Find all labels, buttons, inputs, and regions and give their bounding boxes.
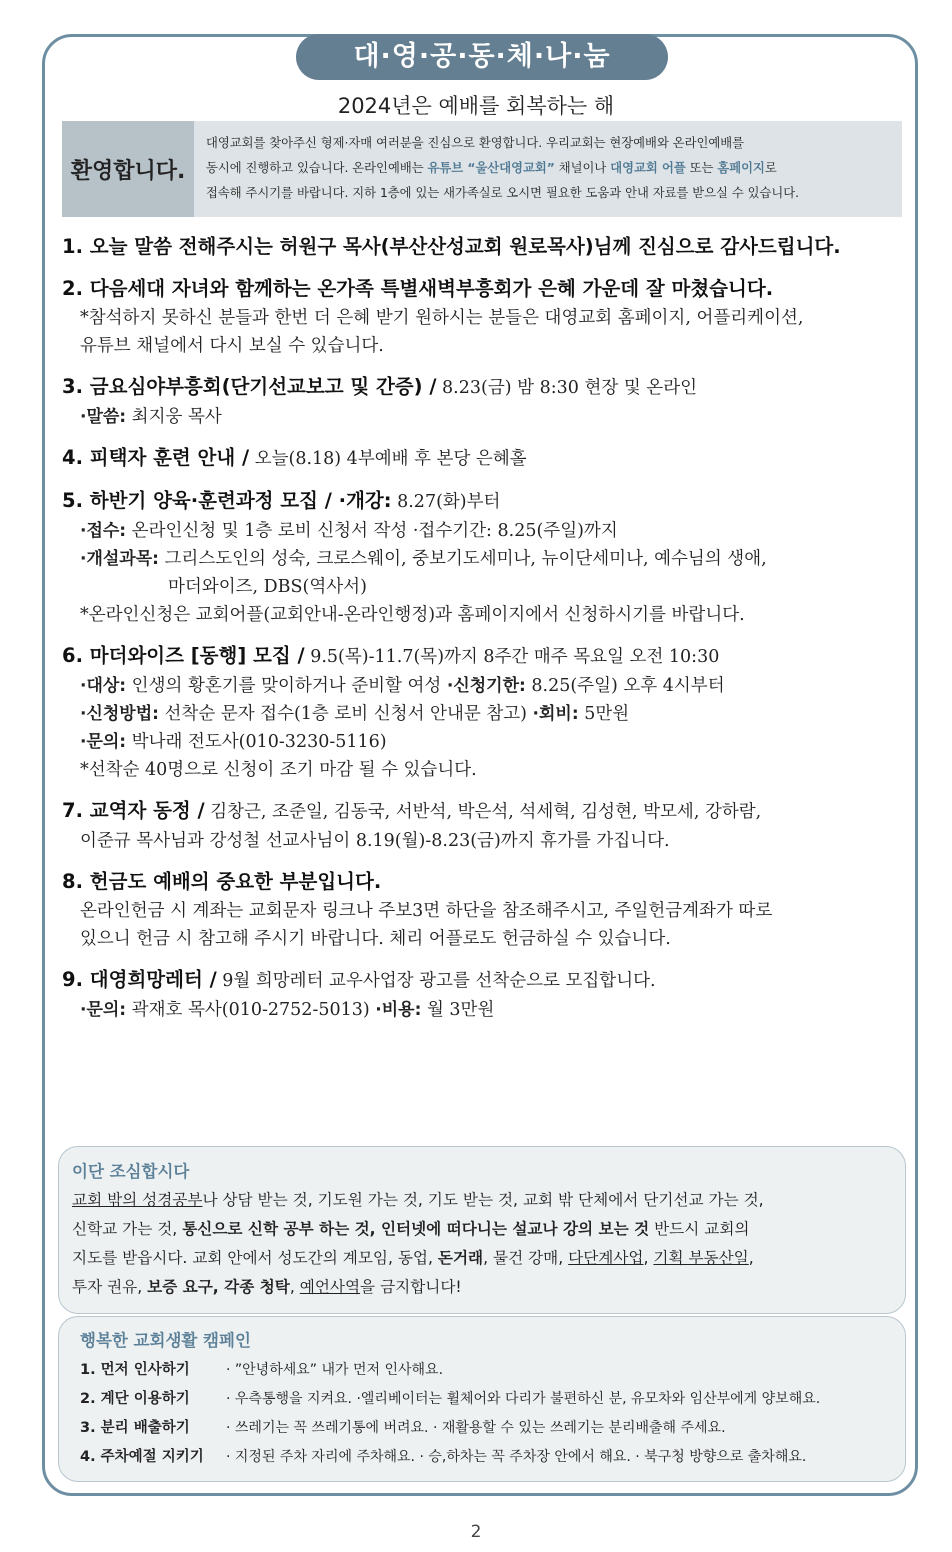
- announcement-heading: 3. 금요심야부흥회(단기선교보고 및 간증) / 8.23(금) 밤 8:30 현장 및 온라인: [62, 375, 698, 398]
- announcement-5: [62, 486, 912, 629]
- announcement-line: *참석하지 못하신 분들과 한번 더 은혜 받기 원하시는 분들은 대영교회 홈페이지, 어플리케이션,: [80, 308, 804, 328]
- announcement-line: ·말씀: 최지웅 목사: [80, 407, 222, 427]
- announcement-1: [62, 232, 912, 262]
- caution-line: 투자 권유, 보증 요구, 각종 청탁, 예언사역을 금지합니다!: [72, 1278, 462, 1296]
- campaign-row: 4. 주차예절 지키기 · 지정된 주차 자리에 주차해요. · 승,하차는 꼭 주차장 안에서 해요. · 북구청 방향으로 출차해요.: [80, 1449, 807, 1465]
- caution-title: 이단 조심합시다: [72, 1162, 190, 1181]
- welcome-line-3: 접속해 주시기를 바랍니다. 지하 1층에 있는 새가족실로 오시면 필요한 도움과 안내 자료를 받으실 수 있습니다.: [206, 186, 800, 200]
- caution-line: 교회 밖의 성경공부나 상담 받는 것, 기도원 가는 것, 기도 받는 것, 교회 밖 단체에서 단기선교 가는 것,: [72, 1191, 764, 1209]
- announcement-line: ·신청방법: 선착순 문자 접수(1층 로비 신청서 안내문 참고) ·회비: 5만원: [80, 704, 630, 724]
- announcement-line: *온라인신청은 교회어플(교회안내-온라인행정)과 홈페이지에서 신청하시기를 바랍니다.: [80, 605, 745, 625]
- campaign-row: 2. 계단 이용하기 · 우측통행을 지켜요. ·엘리베이터는 휠체어와 다리가 불편하신 분, 유모차와 임산부에게 양보해요.: [80, 1391, 821, 1407]
- caution-line: 지도를 받읍시다. 교회 안에서 성도간의 계모임, 동업, 돈거래, 물건 강매, 다단계사업, 기획 부동산일,: [72, 1249, 754, 1267]
- announcement-heading: 5. 하반기 양육·훈련과정 모집 / ·개강: 8.27(화)부터: [62, 489, 501, 512]
- announcement-3: [62, 372, 912, 431]
- announcement-heading: 9. 대영희망레터 / 9월 희망레터 교우사업장 광고를 선착순으로 모집합니다.: [62, 968, 656, 991]
- homepage-link[interactable]: 홈페이지: [717, 161, 765, 175]
- announcement-line: 유튜브 채널에서 다시 보실 수 있습니다.: [80, 336, 384, 356]
- announcement-7: [62, 796, 912, 855]
- announcement-4: [62, 443, 912, 474]
- announcement-2: [62, 274, 912, 360]
- welcome-line-1: 대영교회를 찾아주신 형제·자매 여러분을 진심으로 환영합니다. 우리교회는 현장예배와 온라인예배를: [206, 136, 744, 150]
- announcement-heading: 1. 오늘 말씀 전해주시는 허원구 목사(부산산성교회 원로목사)님께 진심으로 감사드립니다.: [62, 235, 841, 258]
- announcement-list: [62, 232, 912, 1036]
- announcement-line: ·개설과목: 그리스도인의 성숙, 크로스웨이, 중보기도세미나, 뉴이단세미나, 예수님의 생애,: [80, 549, 767, 569]
- announcement-heading: 2. 다음세대 자녀와 함께하는 온가족 특별새벽부흥회가 은혜 가운데 잘 마쳤습니다.: [62, 277, 774, 300]
- page-number: 2: [470, 1522, 482, 1542]
- announcement-heading: 7. 교역자 동정 / 김창근, 조준일, 김동국, 서반석, 박은석, 석세혁, 김성현, 박모세, 강하람,: [62, 799, 762, 822]
- campaign-title: 행복한 교회생활 캠페인: [80, 1331, 251, 1350]
- announcement-line: ·문의: 곽재호 목사(010-2752-5013) ·비용: 월 3만원: [80, 1000, 495, 1020]
- campaign-row: 1. 먼저 인사하기 · ”안녕하세요” 내가 먼저 인사해요.: [80, 1362, 444, 1378]
- announcement-8: [62, 867, 912, 953]
- youtube-link[interactable]: 유튜브 “울산대영교회”: [427, 161, 555, 175]
- announcement-line: ·대상: 인생의 황혼기를 맞이하거나 준비할 여성 ·신청기한: 8.25(주일) 오후 4시부터: [80, 676, 725, 696]
- welcome-text: [206, 131, 896, 206]
- announcement-6: [62, 641, 912, 784]
- app-link[interactable]: 대영교회 어플: [610, 161, 686, 175]
- welcome-label: 환영합니다.: [62, 121, 194, 217]
- announcement-line: 있으니 헌금 시 참고해 주시기 바랍니다. 체리 어플로도 헌금하실 수 있습니다.: [80, 929, 671, 949]
- announcement-line: ·문의: 박나래 전도사(010-3230-5116): [80, 732, 387, 752]
- announcement-heading: 4. 피택자 훈련 안내 / 오늘(8.18) 4부예배 후 본당 은혜홀: [62, 446, 527, 469]
- campaign-table: [80, 1356, 890, 1472]
- announcement-line: 마더와이즈, DBS(역사서): [168, 577, 367, 597]
- announcement-line: ·접수: 온라인신청 및 1층 로비 신청서 작성 ·접수기간: 8.25(주일)까지: [80, 521, 618, 541]
- announcement-heading: 6. 마더와이즈 [동행] 모집 / 9.5(목)-11.7(목)까지 8주간 매주 목요일 오전 10:30: [62, 644, 720, 667]
- page-subtitle: 2024년은 예배를 회복하는 해: [337, 94, 615, 118]
- page-title: 대·영·공·동·체·나·눔: [296, 34, 668, 80]
- announcement-9: [62, 965, 912, 1024]
- campaign-row: 3. 분리 배출하기 · 쓰레기는 꼭 쓰레기통에 버려요. · 재활용할 수 있는 쓰레기는 분리배출해 주세요.: [80, 1420, 726, 1436]
- announcement-line: 온라인헌금 시 계좌는 교회문자 링크나 주보3면 하단을 참조해주시고, 주일헌금계좌가 따로: [80, 901, 773, 921]
- announcement-line: 이준규 목사님과 강성철 선교사님이 8.19(월)-8.23(금)까지 휴가를 가집니다.: [80, 831, 670, 851]
- announcement-heading: 8. 헌금도 예배의 중요한 부분입니다.: [62, 870, 382, 893]
- caution-body: [72, 1186, 892, 1302]
- caution-line: 신학교 가는 것, 통신으로 신학 공부 하는 것, 인터넷에 떠다니는 설교나 강의 보는 것 반드시 교회의: [72, 1220, 750, 1238]
- announcement-line: *선착순 40명으로 신청이 조기 마감 될 수 있습니다.: [80, 760, 477, 780]
- welcome-line-2: 동시에 진행하고 있습니다. 온라인예배는 유튜브 “울산대영교회” 채널이나 대영교회 어플 또는 홈페이지로: [206, 161, 777, 175]
